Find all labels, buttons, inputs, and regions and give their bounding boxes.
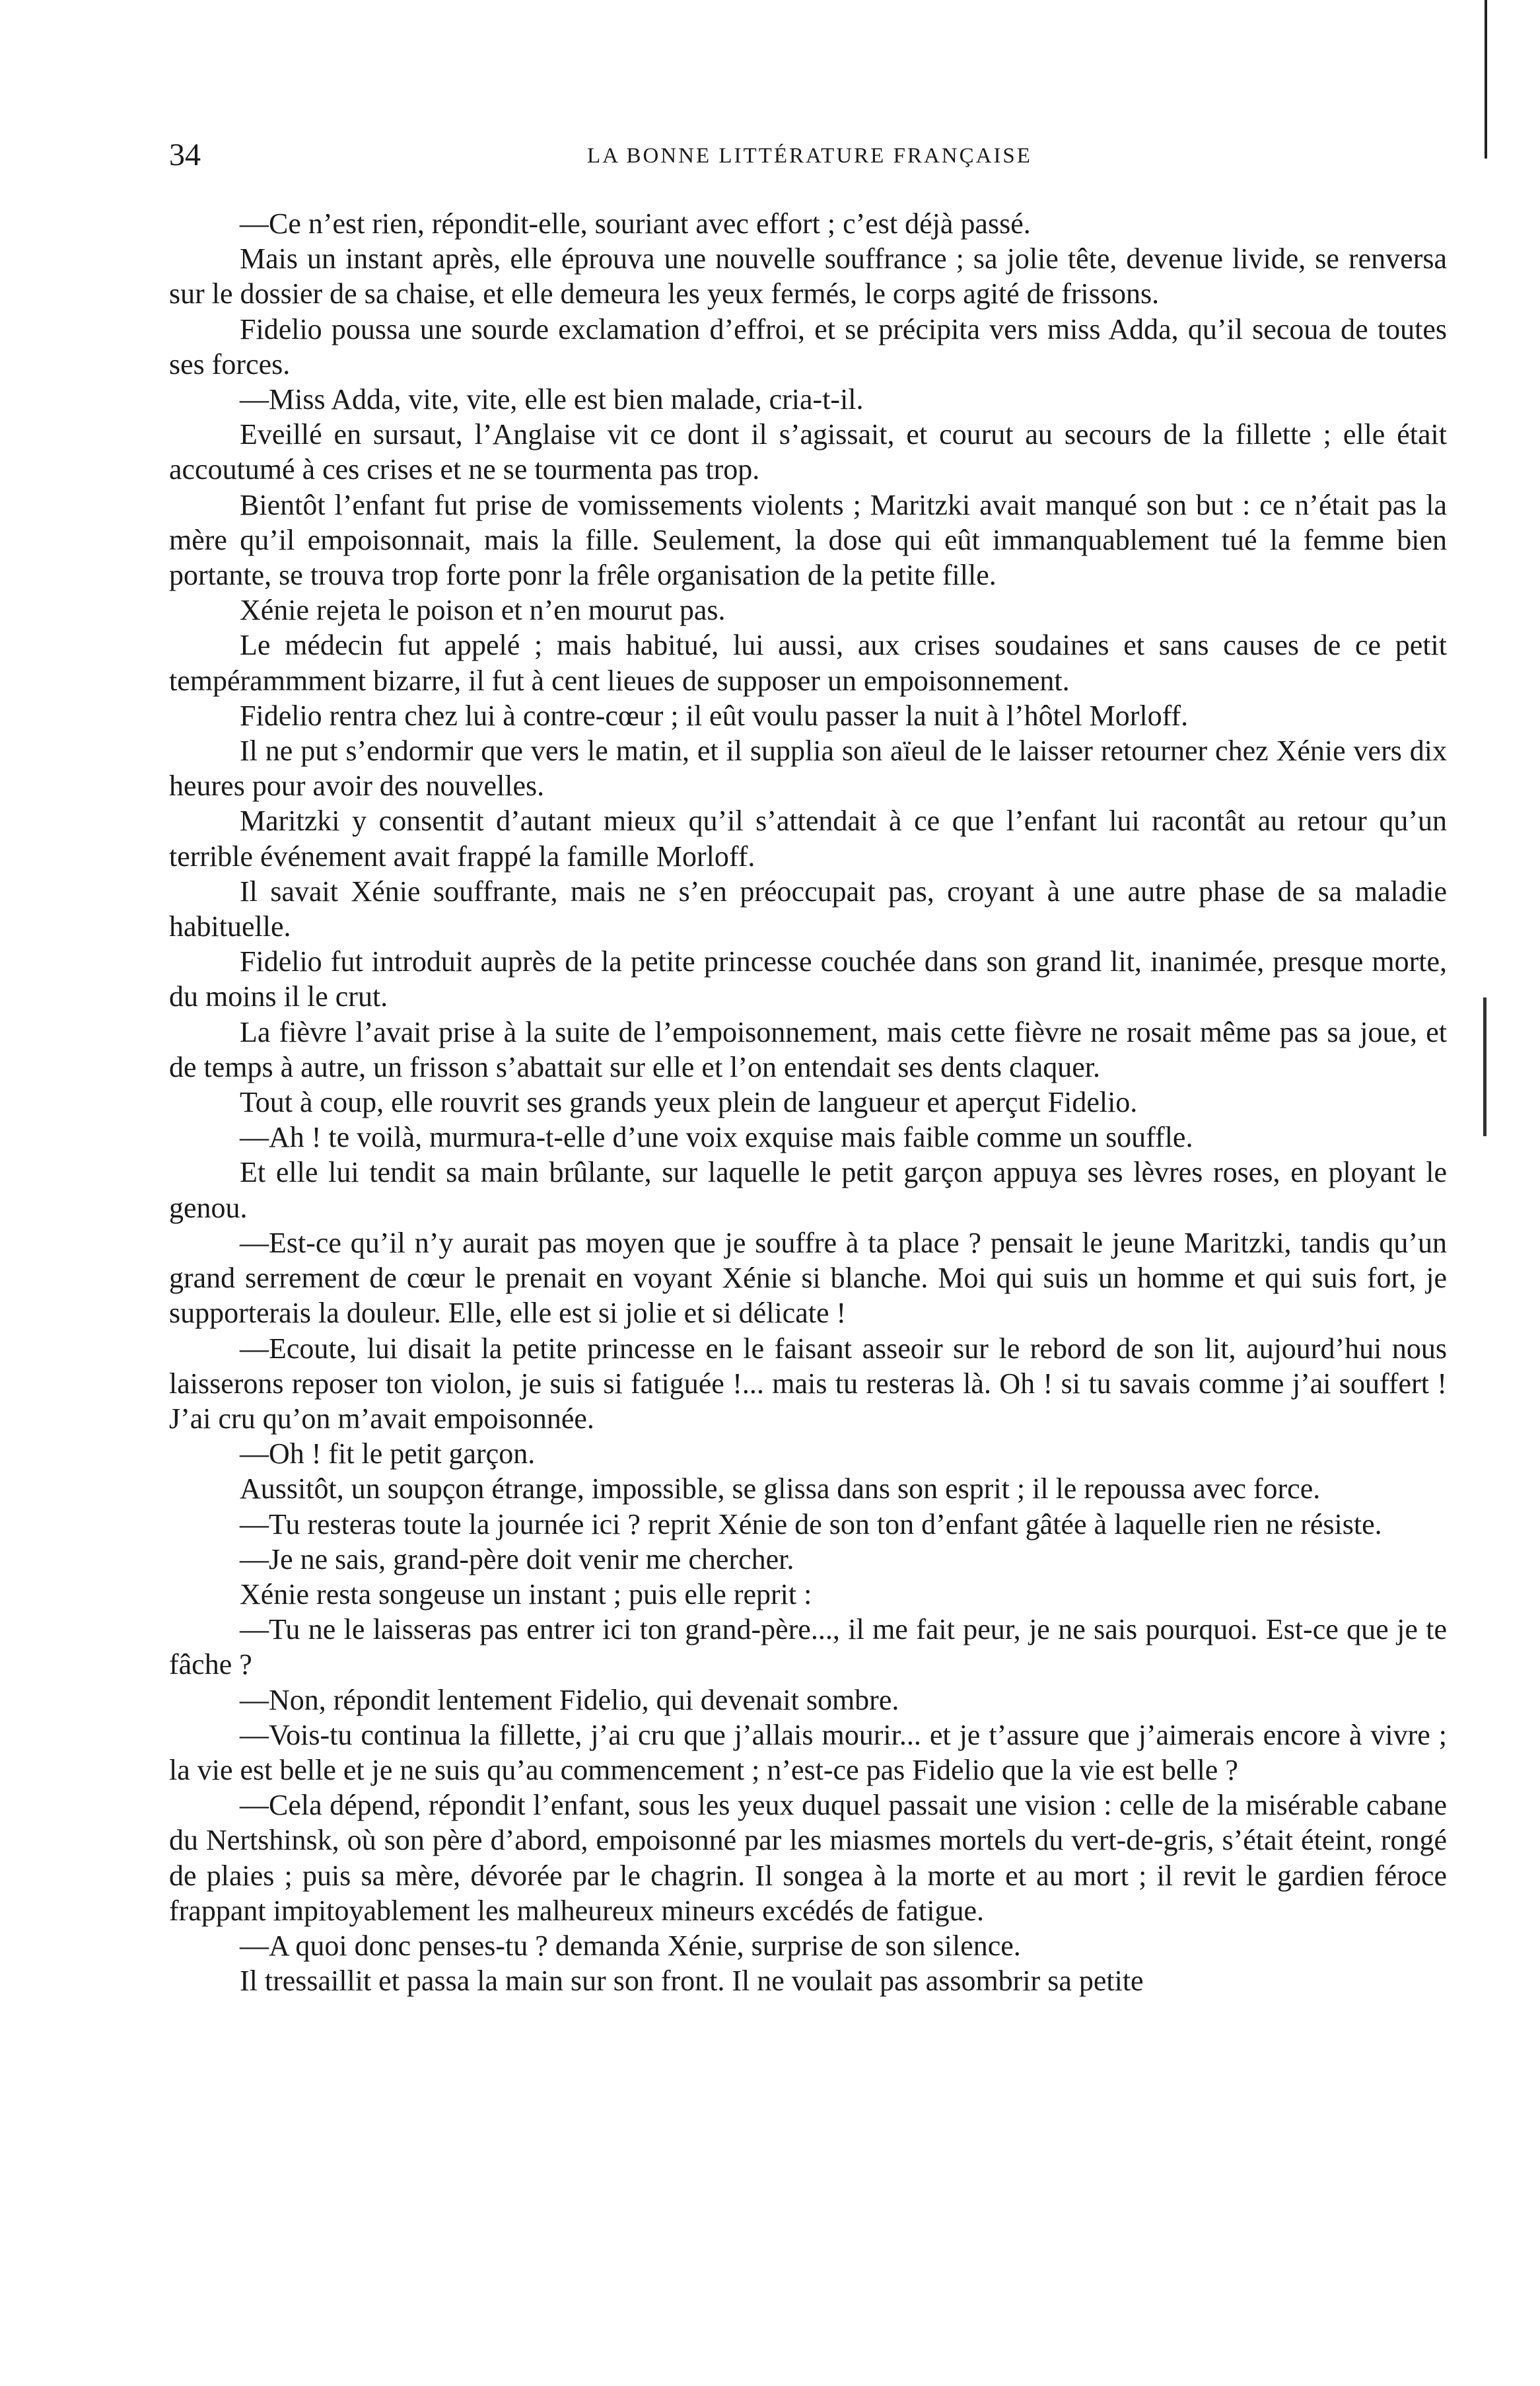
paragraph: Il tressaillit et passa la main sur son front. Il ne voulait pas assombrir sa petite [240, 1965, 1144, 1998]
paragraph: Xénie resta songeuse un instant ; puis elle reprit : [240, 1577, 812, 1610]
paragraph: —Cela dépend, répondit l’enfant, sous les yeux duquel passait une vision : celle de la misérable cabane du Nertshinsk, où son père d’abord, empoisonné par les miasmes mortels du vert-de-gris, s’était éteint, rongé de plaies ; puis sa mère, dévorée par le chagrin. Il songea à la morte et au mort ; il revit le gardien féroce frappant impitoyablement les malheureux mineurs excédés de fatigue. [169, 1789, 1447, 1927]
paragraph: Mais un instant après, elle éprouva une nouvelle souffrance ; sa jolie tête, devenue livide, se renversa sur le dossier de sa chaise, et elle demeura les yeux fermés, le corps agité de frissons. [169, 242, 1447, 310]
paragraph: —A quoi donc penses-tu ? demanda Xénie, surprise de son silence. [240, 1929, 1021, 1962]
paragraph: Il savait Xénie souffrante, mais ne s’en préoccupait pas, croyant à une autre phase de sa maladie habituelle. [169, 875, 1447, 943]
paragraph: —Est-ce qu’il n’y aurait pas moyen que je souffre à ta place ? pensait le jeune Maritzki, tandis qu’un grand serrement de cœur le prenait en voyant Xénie si blanche. Moi qui suis un homme et qui suis fort, je supporterais la douleur. Elle, elle est si jolie et si délicate ! [169, 1226, 1447, 1330]
paragraph: Fidelio rentra chez lui à contre-cœur ; il eût voulu passer la nuit à l’hôtel Morloff. [240, 699, 1189, 732]
paragraph: Fidelio fut introduit auprès de la petite princesse couchée dans son grand lit, inanimée, presque morte, du moins il le crut. [169, 945, 1447, 1013]
page-edge-mark [1483, 997, 1487, 1136]
paragraph: Aussitôt, un soupçon étrange, impossible, se glissa dans son esprit ; il le repoussa avec force. [240, 1472, 1321, 1505]
paragraph: La fièvre l’avait prise à la suite de l’empoisonnement, mais cette fièvre ne rosait même pas sa joue, et de temps à autre, un frisson s’abattait sur elle et l’on entendait ses dents claquer. [169, 1015, 1447, 1083]
page-header [169, 135, 1450, 175]
paragraph: —Tu resteras toute la journée ici ? reprit Xénie de son ton d’enfant gâtée à laquelle rien ne résiste. [240, 1507, 1382, 1540]
page-number: 34 [169, 137, 201, 172]
paragraph: —Miss Adda, vite, vite, elle est bien malade, cria-t-il. [240, 383, 864, 416]
paragraph: Maritzki y consentit d’autant mieux qu’il s’attendait à ce que l’enfant lui racontât au retour qu’un terrible événement avait frappé la famille Morloff. [169, 805, 1447, 873]
paragraph: —Vois-tu continua la fillette, j’ai cru que j’allais mourir... et je t’assure que j’aimerais encore à vivre ; la vie est belle et je ne suis qu’au commencement ; n’est-ce pas Fidelio que la vie est belle ? [169, 1718, 1447, 1786]
paragraph: —Ecoute, lui disait la petite princesse en le faisant asseoir sur le rebord de son lit, aujourd’hui nous laisserons reposer ton violon, je suis si fatiguée !... mais tu resteras là. Oh ! si tu savais comme j’ai souffert ! J’ai cru qu’on m’avait empoisonnée. [169, 1332, 1447, 1435]
paragraph: Xénie rejeta le poison et n’en mourut pas. [240, 594, 726, 627]
running-title: LA BONNE LITTÉRATURE FRANÇAISE [587, 144, 1032, 168]
paragraph: Il ne put s’endormir que vers le matin, et il supplia son aïeul de le laisser retourner chez Xénie vers dix heures pour avoir des nouvelles. [169, 735, 1447, 803]
paragraph: Fidelio poussa une sourde exclamation d’effroi, et se précipita vers miss Adda, qu’il secoua de toutes ses forces. [169, 312, 1447, 380]
paragraph: —Tu ne le laisseras pas entrer ici ton grand-père..., il me fait peur, je ne sais pourquoi. Est-ce que je te fâche ? [169, 1613, 1447, 1681]
page-edge-rule [1485, 0, 1487, 159]
paragraph: Tout à coup, elle rouvrit ses grands yeux plein de langueur et aperçut Fidelio. [240, 1086, 1138, 1119]
paragraph: —Ah ! te voilà, murmura-t-elle d’une voix exquise mais faible comme un souffle. [240, 1121, 1193, 1154]
paragraph: Et elle lui tendit sa main brûlante, sur laquelle le petit garçon appuya ses lèvres roses, en ployant le genou. [169, 1156, 1447, 1224]
paragraph: Bientôt l’enfant fut prise de vomissements violents ; Maritzki avait manqué son but : ce n’était pas la mère qu’il empoisonnait, mais la fille. Seulement, la dose qui eût immanquablement tué la femme bien portante, se trouva trop forte ponr la frêle organisation de la petite fille. [169, 488, 1447, 592]
body-text [169, 206, 1447, 1998]
paragraph: Le médecin fut appelé ; mais habitué, lui aussi, aux crises soudaines et sans causes de ce petit tempérammment bizarre, il fut à cent lieues de supposer un empoisonnement. [169, 629, 1447, 697]
paragraph: —Ce n’est rien, répondit-elle, souriant avec effort ; c’est déjà passé. [240, 207, 1031, 240]
paragraph: Eveillé en sursaut, l’Anglaise vit ce dont il s’agissait, et courut au secours de la fillette ; elle était accoutumé à ces crises et ne se tourmenta pas trop. [169, 418, 1447, 486]
paragraph: —Je ne sais, grand-père doit venir me chercher. [240, 1542, 794, 1575]
paragraph: —Non, répondit lentement Fidelio, qui devenait sombre. [240, 1683, 899, 1716]
paragraph: —Oh ! fit le petit garçon. [240, 1437, 536, 1470]
